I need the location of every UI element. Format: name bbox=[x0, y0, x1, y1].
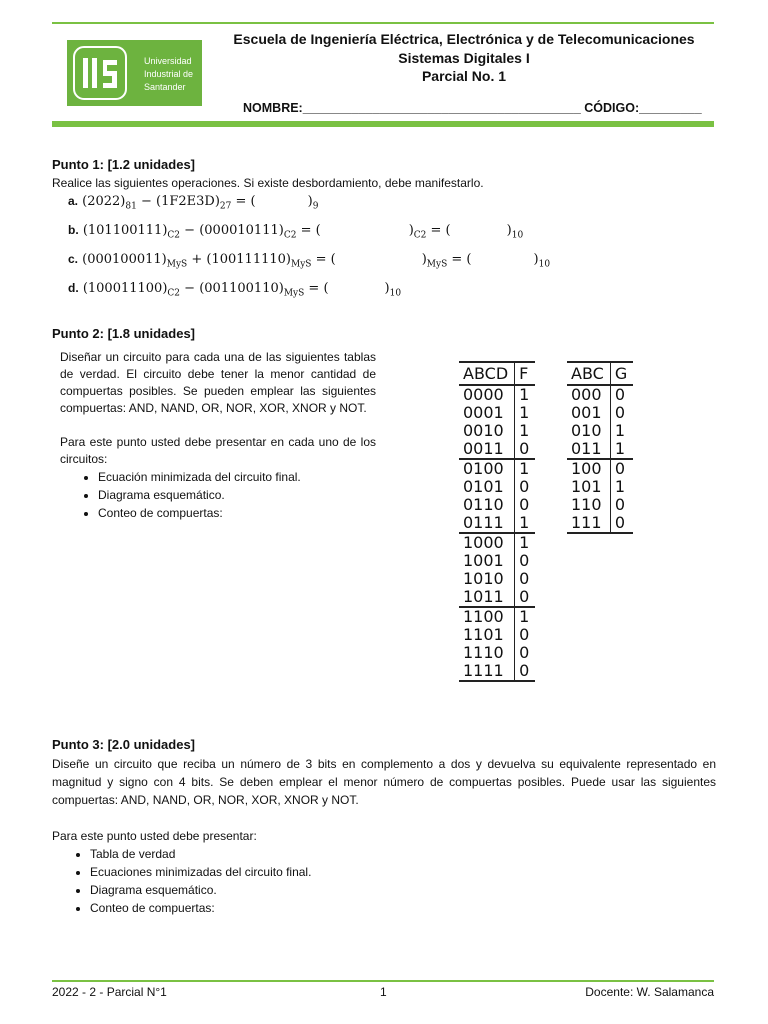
name-label: NOMBRE: bbox=[243, 101, 303, 115]
punto3-body bbox=[52, 755, 716, 917]
equals: = ( bbox=[300, 223, 321, 238]
university-logo bbox=[67, 40, 202, 106]
name-code-row bbox=[243, 101, 702, 115]
punto3-title: Punto 3: [2.0 unidades] bbox=[52, 737, 196, 752]
result-base: C2 bbox=[413, 230, 427, 241]
table-row bbox=[567, 385, 633, 404]
code-field[interactable]: _________ bbox=[639, 101, 702, 115]
punto3-paragraph: Para este punto usted debe presentar: bbox=[52, 829, 257, 843]
result-base: 10 bbox=[389, 288, 402, 299]
table-cell-output: 0 bbox=[519, 551, 530, 570]
table-cell-input: 001 bbox=[567, 404, 610, 422]
list-item: • Ecuación minimizada del circuito final. bbox=[98, 468, 376, 486]
equals: = ( bbox=[451, 252, 472, 267]
table-row bbox=[567, 440, 633, 459]
table-cell-input: 010 bbox=[567, 422, 610, 440]
table-row bbox=[459, 607, 535, 626]
table-cell-input: 0110 bbox=[459, 496, 515, 514]
operand: (000100011) bbox=[82, 252, 167, 267]
table-row bbox=[459, 385, 535, 404]
operator: − bbox=[140, 194, 152, 209]
equals: = ( bbox=[315, 252, 336, 267]
footer-left: 2022 - 2 - Parcial N°1 bbox=[52, 985, 167, 999]
exam-title: Parcial No. 1 bbox=[421, 68, 507, 84]
table-cell-output: 1 bbox=[614, 421, 625, 440]
table-row bbox=[459, 514, 535, 533]
truth-table-g bbox=[567, 361, 633, 534]
table-cell-output: 0 bbox=[610, 514, 633, 533]
table-cell-output: 0 bbox=[519, 477, 530, 496]
table-cell-output: 1 bbox=[519, 421, 530, 440]
footer-rule bbox=[52, 980, 714, 982]
punto2-body bbox=[60, 349, 376, 522]
base: MyS bbox=[166, 259, 188, 270]
operand: (100011100) bbox=[82, 281, 168, 296]
table-row bbox=[459, 440, 535, 459]
result-base: 9 bbox=[312, 201, 319, 212]
code-label: CÓDIGO: bbox=[584, 101, 640, 115]
punto1-title: Punto 1: [1.2 unidades] bbox=[52, 157, 196, 172]
table-row bbox=[459, 459, 535, 478]
operator: − bbox=[184, 281, 196, 296]
table-cell-output: 1 bbox=[519, 607, 530, 626]
operator: − bbox=[184, 223, 196, 238]
list-item: • Diagrama esquemático. bbox=[90, 881, 716, 899]
table-cell-output: 0 bbox=[515, 662, 536, 681]
base: C2 bbox=[283, 230, 297, 241]
operand: (101100111) bbox=[82, 223, 168, 238]
operand: (2022) bbox=[82, 194, 126, 209]
table-cell-output: 0 bbox=[515, 440, 536, 459]
table-cell-input: 1000 bbox=[459, 533, 515, 552]
base: 81 bbox=[125, 201, 137, 212]
table-cell-input: 1111 bbox=[459, 662, 515, 681]
table-row bbox=[459, 570, 535, 588]
op-label: a. bbox=[68, 194, 79, 208]
operand: (001100110) bbox=[199, 281, 284, 296]
table-cell-input: 0011 bbox=[459, 440, 515, 459]
operation-c: c. $(000100011)_{MyS} + (100111110)_{MyS}$ = ( )$_{MyS}$ = ( )$_{10}$ bbox=[68, 252, 551, 270]
table-cell-input: 101 bbox=[567, 478, 610, 496]
table-row bbox=[567, 404, 633, 422]
table-cell-input: 0100 bbox=[459, 459, 515, 478]
punto1-instruction: Realice las siguientes operaciones. Si existe desbordamiento, debe manifestarlo. bbox=[52, 176, 484, 190]
operation-d: d. $(100011100)_{C2} - (001100110)_{MyS}$ = ( )$_{10}$ bbox=[68, 281, 402, 299]
table-cell-output: 0 bbox=[614, 403, 625, 422]
truth-table-f bbox=[459, 361, 535, 682]
footer-right: Docente: W. Salamanca bbox=[585, 985, 714, 999]
table-row bbox=[567, 478, 633, 496]
table-cell-output: 0 bbox=[519, 643, 530, 662]
table-cell-input: 1100 bbox=[459, 607, 515, 626]
logo-text bbox=[144, 55, 193, 94]
list-item: • Conteo de compuertas: bbox=[98, 504, 376, 522]
base: 27 bbox=[219, 201, 232, 212]
table-cell-input: 0000 bbox=[459, 385, 515, 404]
uis-emblem-icon bbox=[73, 46, 127, 100]
table-row bbox=[567, 422, 633, 440]
table-cell-input: 100 bbox=[567, 459, 610, 478]
table-cell-input: 111 bbox=[567, 514, 610, 533]
operand: (000010111) bbox=[199, 223, 284, 238]
page-number: 1 bbox=[380, 985, 387, 999]
name-field[interactable]: ________________________________________ bbox=[302, 101, 581, 115]
table-row bbox=[459, 404, 535, 422]
base: MyS bbox=[291, 259, 312, 270]
op-label: d. bbox=[68, 281, 79, 295]
punto2-bullet-list bbox=[60, 468, 376, 522]
table-cell-output: 0 bbox=[515, 588, 536, 607]
table-row bbox=[459, 496, 535, 514]
table-cell-output: 0 bbox=[614, 459, 625, 478]
table-cell-input: 0101 bbox=[459, 478, 515, 496]
result-base: 10 bbox=[538, 259, 551, 270]
table-cell-output: 0 bbox=[519, 495, 530, 514]
table-cell-input: 011 bbox=[567, 440, 610, 459]
table-cell-input: 1010 bbox=[459, 570, 515, 588]
punto3-bullet-list bbox=[52, 845, 716, 917]
table-row bbox=[459, 626, 535, 644]
operand: (100111110) bbox=[206, 252, 291, 267]
list-item: • Diagrama esquemático. bbox=[98, 486, 376, 504]
operation-a: a. $(2022)_{81} - (1F2E3D)_{27}$ = ( )$_9$ bbox=[68, 194, 319, 212]
punto2-title: Punto 2: [1.8 unidades] bbox=[52, 326, 196, 341]
operator: + bbox=[191, 252, 203, 267]
table-cell-input: 000 bbox=[567, 385, 610, 404]
table-row bbox=[459, 478, 535, 496]
table-header: G bbox=[610, 362, 633, 385]
punto2-paragraph: Para este punto usted debe presentar en cada uno de los circuitos: bbox=[60, 435, 376, 466]
table-cell-input: 0111 bbox=[459, 514, 515, 533]
logo-line-2: Industrial de bbox=[144, 69, 194, 79]
school-name: Escuela de Ingeniería Eléctrica, Electrónica y de Telecomunicaciones bbox=[233, 31, 695, 47]
table-row bbox=[459, 662, 535, 681]
header-top-rule bbox=[52, 22, 714, 24]
base: C2 bbox=[167, 230, 181, 241]
operand: (1F2E3D) bbox=[156, 194, 220, 209]
table-cell-input: 1101 bbox=[459, 626, 515, 644]
course-name: Sistemas Digitales I bbox=[398, 50, 530, 66]
table-cell-output: 0 bbox=[614, 495, 625, 514]
equals: = ( bbox=[308, 281, 329, 296]
table-cell-output: 0 bbox=[519, 569, 530, 588]
table-cell-input: 110 bbox=[567, 496, 610, 514]
list-item: • Conteo de compuertas: bbox=[90, 899, 716, 917]
table-cell-input: 0010 bbox=[459, 422, 515, 440]
base: MyS bbox=[283, 288, 305, 299]
logo-line-3: Santander bbox=[144, 82, 186, 92]
table-row bbox=[567, 514, 633, 533]
list-item: • Tabla de verdad bbox=[90, 845, 716, 863]
table-row bbox=[459, 422, 535, 440]
table-cell-input: 1001 bbox=[459, 552, 515, 570]
result-base: 10 bbox=[511, 230, 524, 241]
table-row bbox=[459, 552, 535, 570]
equals: = ( bbox=[235, 194, 256, 209]
table-cell-output: 1 bbox=[519, 403, 530, 422]
table-cell-input: 0001 bbox=[459, 404, 515, 422]
logo-line-1: Universidad bbox=[144, 56, 192, 66]
table-header: ABC bbox=[567, 362, 610, 385]
list-item: • Ecuaciones minimizadas del circuito final. bbox=[90, 863, 716, 881]
base: C2 bbox=[167, 288, 181, 299]
equals: = ( bbox=[430, 223, 451, 238]
table-cell-output: 1 bbox=[515, 514, 536, 533]
table-cell-output: 1 bbox=[519, 459, 530, 478]
table-cell-output: 1 bbox=[614, 477, 625, 496]
table-row bbox=[459, 533, 535, 552]
table-cell-output: 1 bbox=[519, 385, 530, 404]
table-cell-input: 1011 bbox=[459, 588, 515, 607]
table-cell-output: 0 bbox=[519, 625, 530, 644]
table-row bbox=[459, 644, 535, 662]
table-row bbox=[459, 588, 535, 607]
table-cell-output: 1 bbox=[519, 533, 530, 552]
operation-b: b. $(101100111)_{C2} - (000010111)_{C2}$ = ( )$_{C2}$ = ( )$_{10}$ bbox=[68, 223, 524, 241]
table-header: F bbox=[515, 362, 536, 385]
table-cell-output: 1 bbox=[610, 440, 633, 459]
table-header: ABCD bbox=[459, 362, 515, 385]
table-row bbox=[567, 459, 633, 478]
header-bottom-bar bbox=[52, 121, 714, 127]
punto2-paragraph: Diseñar un circuito para cada una de las siguientes tablas de verdad. El circuito debe tener la menor cantidad de compuertas posibles. Se pueden emplear las siguientes compuertas: AND, NAND, OR, NOR, XOR, XNOR y NOT. bbox=[60, 350, 376, 415]
op-label: b. bbox=[68, 223, 79, 237]
table-row bbox=[567, 496, 633, 514]
result-base: MyS bbox=[426, 259, 448, 270]
punto3-paragraph: Diseñe un circuito que reciba un número de 3 bits en complemento a dos y devuelva su equivalente representado en magnitud y signo con 4 bits. Se deben emplear el menor número de compuertas posibles. Puede usar las siguientes compuertas: AND, NAND, OR, NOR, XOR, XNOR y NOT. bbox=[52, 757, 716, 807]
op-label: c. bbox=[68, 252, 79, 266]
table-cell-input: 1110 bbox=[459, 644, 515, 662]
table-cell-output: 0 bbox=[614, 385, 625, 404]
